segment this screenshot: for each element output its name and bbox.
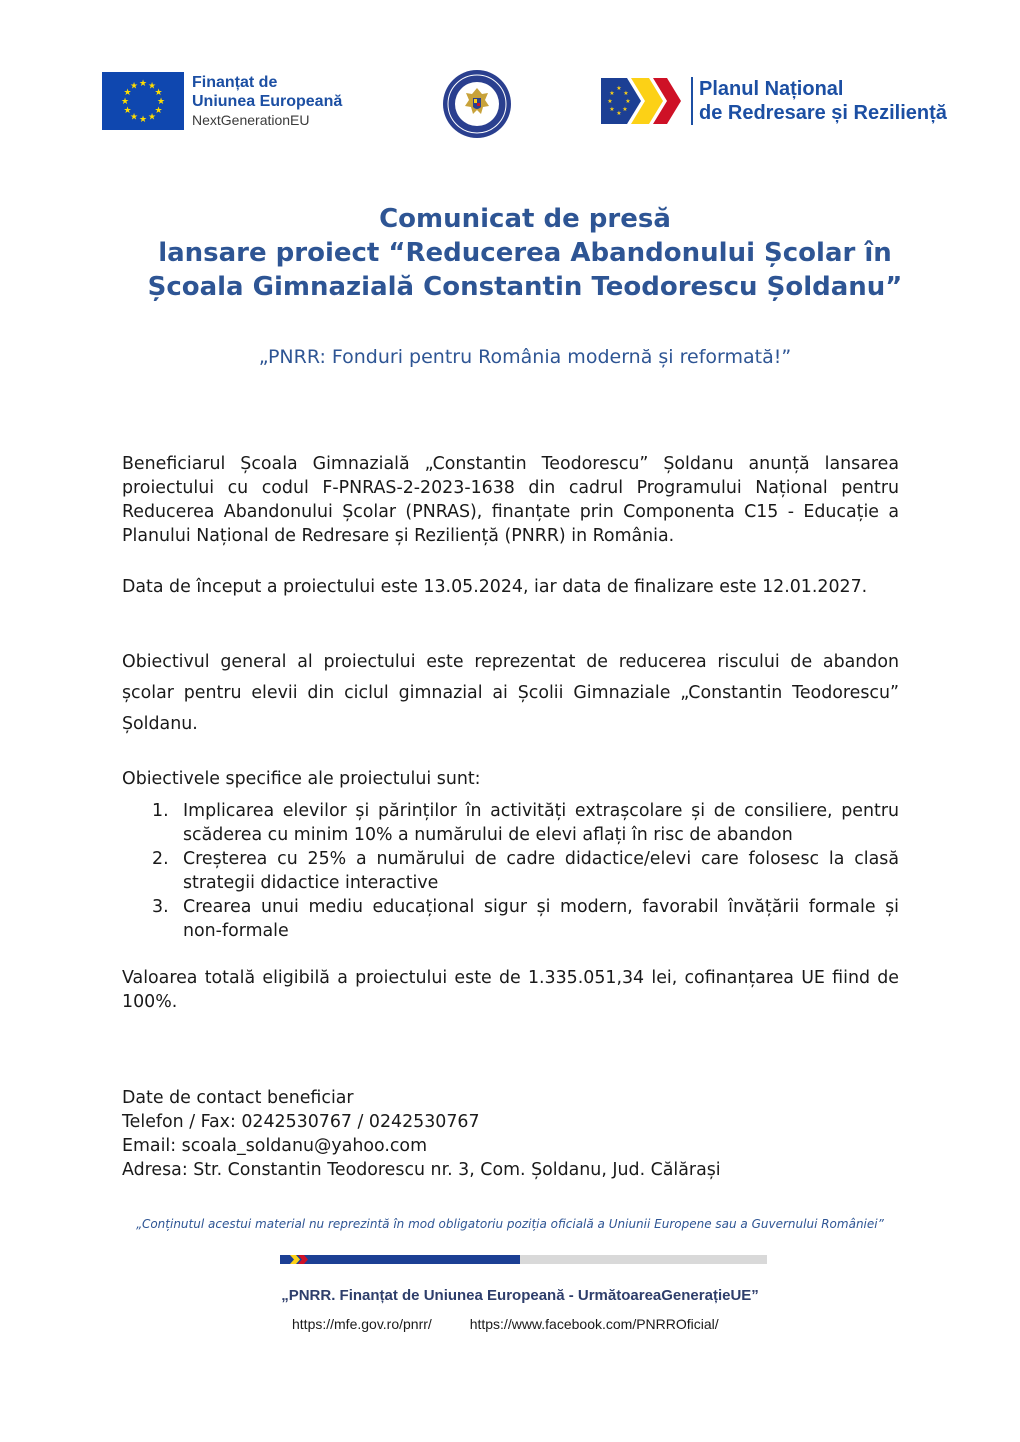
press-release-title xyxy=(100,202,950,304)
svg-text:★: ★ xyxy=(129,81,139,92)
pnrr-arrows-icon xyxy=(601,76,683,126)
svg-text:★: ★ xyxy=(625,98,631,105)
pnrr-logo-line1: Planul Național xyxy=(699,78,844,100)
contact-phone: Telefon / Fax: 0242530767 / 0242530767 xyxy=(122,1112,480,1132)
pnrr-slogan: „PNRR: Fonduri pentru România modernă și reformată!” xyxy=(258,346,792,368)
svg-text:★: ★ xyxy=(138,115,148,125)
facebook-link[interactable]: https://www.facebook.com/PNRROficial/ xyxy=(469,1316,719,1332)
svg-text:★: ★ xyxy=(154,88,163,98)
eu-funding-logo xyxy=(102,72,342,130)
svg-text:★: ★ xyxy=(147,81,157,92)
mfe-link[interactable]: https://mfe.gov.ro/pnrr/ xyxy=(292,1316,432,1332)
title-line3: Școala Gimnazială Constantin Teodorescu Șoldanu” xyxy=(147,272,903,302)
svg-text:★: ★ xyxy=(609,90,615,97)
paragraph-specific-objectives-intro: Obiectivele specifice ale proiectului sunt: xyxy=(122,769,481,789)
contact-block xyxy=(122,1086,721,1182)
svg-text:★: ★ xyxy=(616,110,622,117)
eu-logo-line3: NextGenerationEU xyxy=(192,111,310,128)
contact-heading: Date de contact beneficiar xyxy=(122,1088,354,1108)
list-item-number: 2. xyxy=(152,849,169,869)
svg-text:★: ★ xyxy=(147,112,157,123)
eu-logo-line2: Uniunea Europeană xyxy=(192,92,343,110)
footer-links xyxy=(292,1316,753,1332)
contact-address: Adresa: Str. Constantin Teodorescu nr. 3, Com. Șoldanu, Jud. Călărași xyxy=(122,1160,721,1180)
list-item xyxy=(122,895,899,943)
contact-email: Email: scoala_soldanu@yahoo.com xyxy=(122,1136,428,1156)
list-item-text: Crearea unui mediu educațional sigur și modern, favorabil învățării formale și non-formale xyxy=(183,897,899,941)
footer-disclaimer: „Conținutul acestui material nu reprezintă în mod obligatoriu poziția oficială a Uniunii Europene sau a Guvernului României” xyxy=(136,1217,884,1231)
paragraph-total-value: Valoarea totală eligibilă a proiectului este de 1.335.051,34 lei, cofinanțarea UE fiind de 100%. xyxy=(122,968,899,1012)
svg-text:★: ★ xyxy=(129,112,139,123)
paragraph-general-objective: Obiectivul general al proiectului este reprezentat de reducerea riscului de abandon școlar pentru elevii din ciclul gimnazial ai Școlii Gimnaziale „Constantin Teodorescu” Șoldanu. xyxy=(122,652,899,734)
title-line1: Comunicat de presă xyxy=(379,204,671,234)
list-item xyxy=(122,847,899,895)
list-item-number: 3. xyxy=(152,897,169,917)
svg-text:★: ★ xyxy=(138,79,148,89)
specific-objectives-list xyxy=(122,799,899,943)
eu-flag-icon xyxy=(102,72,184,130)
list-item xyxy=(122,799,899,847)
svg-text:★: ★ xyxy=(154,106,163,116)
list-item-text: Creșterea cu 25% a numărului de cadre didactice/elevi care folosesc la clasă strategii didactice interactive xyxy=(183,849,899,893)
list-item-number: 1. xyxy=(152,801,169,821)
svg-text:★: ★ xyxy=(609,106,615,113)
svg-text:★: ★ xyxy=(616,85,622,92)
svg-text:★: ★ xyxy=(123,106,132,116)
paragraph-dates: Data de început a proiectului este 13.05.2024, iar data de finalizare este 12.01.2027. xyxy=(122,577,868,597)
pnrr-logo-line2: de Redresare și Reziliență xyxy=(699,102,947,124)
header-logos xyxy=(0,0,1020,150)
eu-logo-line1: Finanțat de xyxy=(192,73,278,91)
svg-text:★: ★ xyxy=(156,97,166,107)
title-line2: lansare proiect “Reducerea Abandonului Școlar în xyxy=(158,238,892,268)
government-seal-icon xyxy=(441,68,513,140)
svg-text:★: ★ xyxy=(623,90,629,97)
svg-text:★: ★ xyxy=(622,106,628,113)
svg-text:★: ★ xyxy=(607,98,613,105)
svg-text:★: ★ xyxy=(123,88,132,98)
footer-divider-bar xyxy=(280,1255,767,1264)
list-item-text: Implicarea elevilor și părinților în activități extrașcolare și de consiliere, pentru scăderea cu minim 10% a numărului de elevi aflați în risc de abandon xyxy=(183,801,899,845)
paragraph-beneficiary: Beneficiarul Școala Gimnazială „Constantin Teodorescu” Șoldanu anunță lansarea proiectului cu codul F-PNRAS-2-2023-1638 din cadrul Programului Național pentru Reducerea Abandonului Școlar (PNRAS), finanțate prin Componenta C15 - Educație a Planului Național de Redresare și Reziliență (PNRR) in România. xyxy=(122,454,899,546)
pnrr-logo xyxy=(601,76,947,126)
svg-text:★: ★ xyxy=(120,97,130,107)
footer-slogan: „PNRR. Finanțat de Uniunea Europeană - UrmătoareaGenerațieUE” xyxy=(281,1287,759,1304)
